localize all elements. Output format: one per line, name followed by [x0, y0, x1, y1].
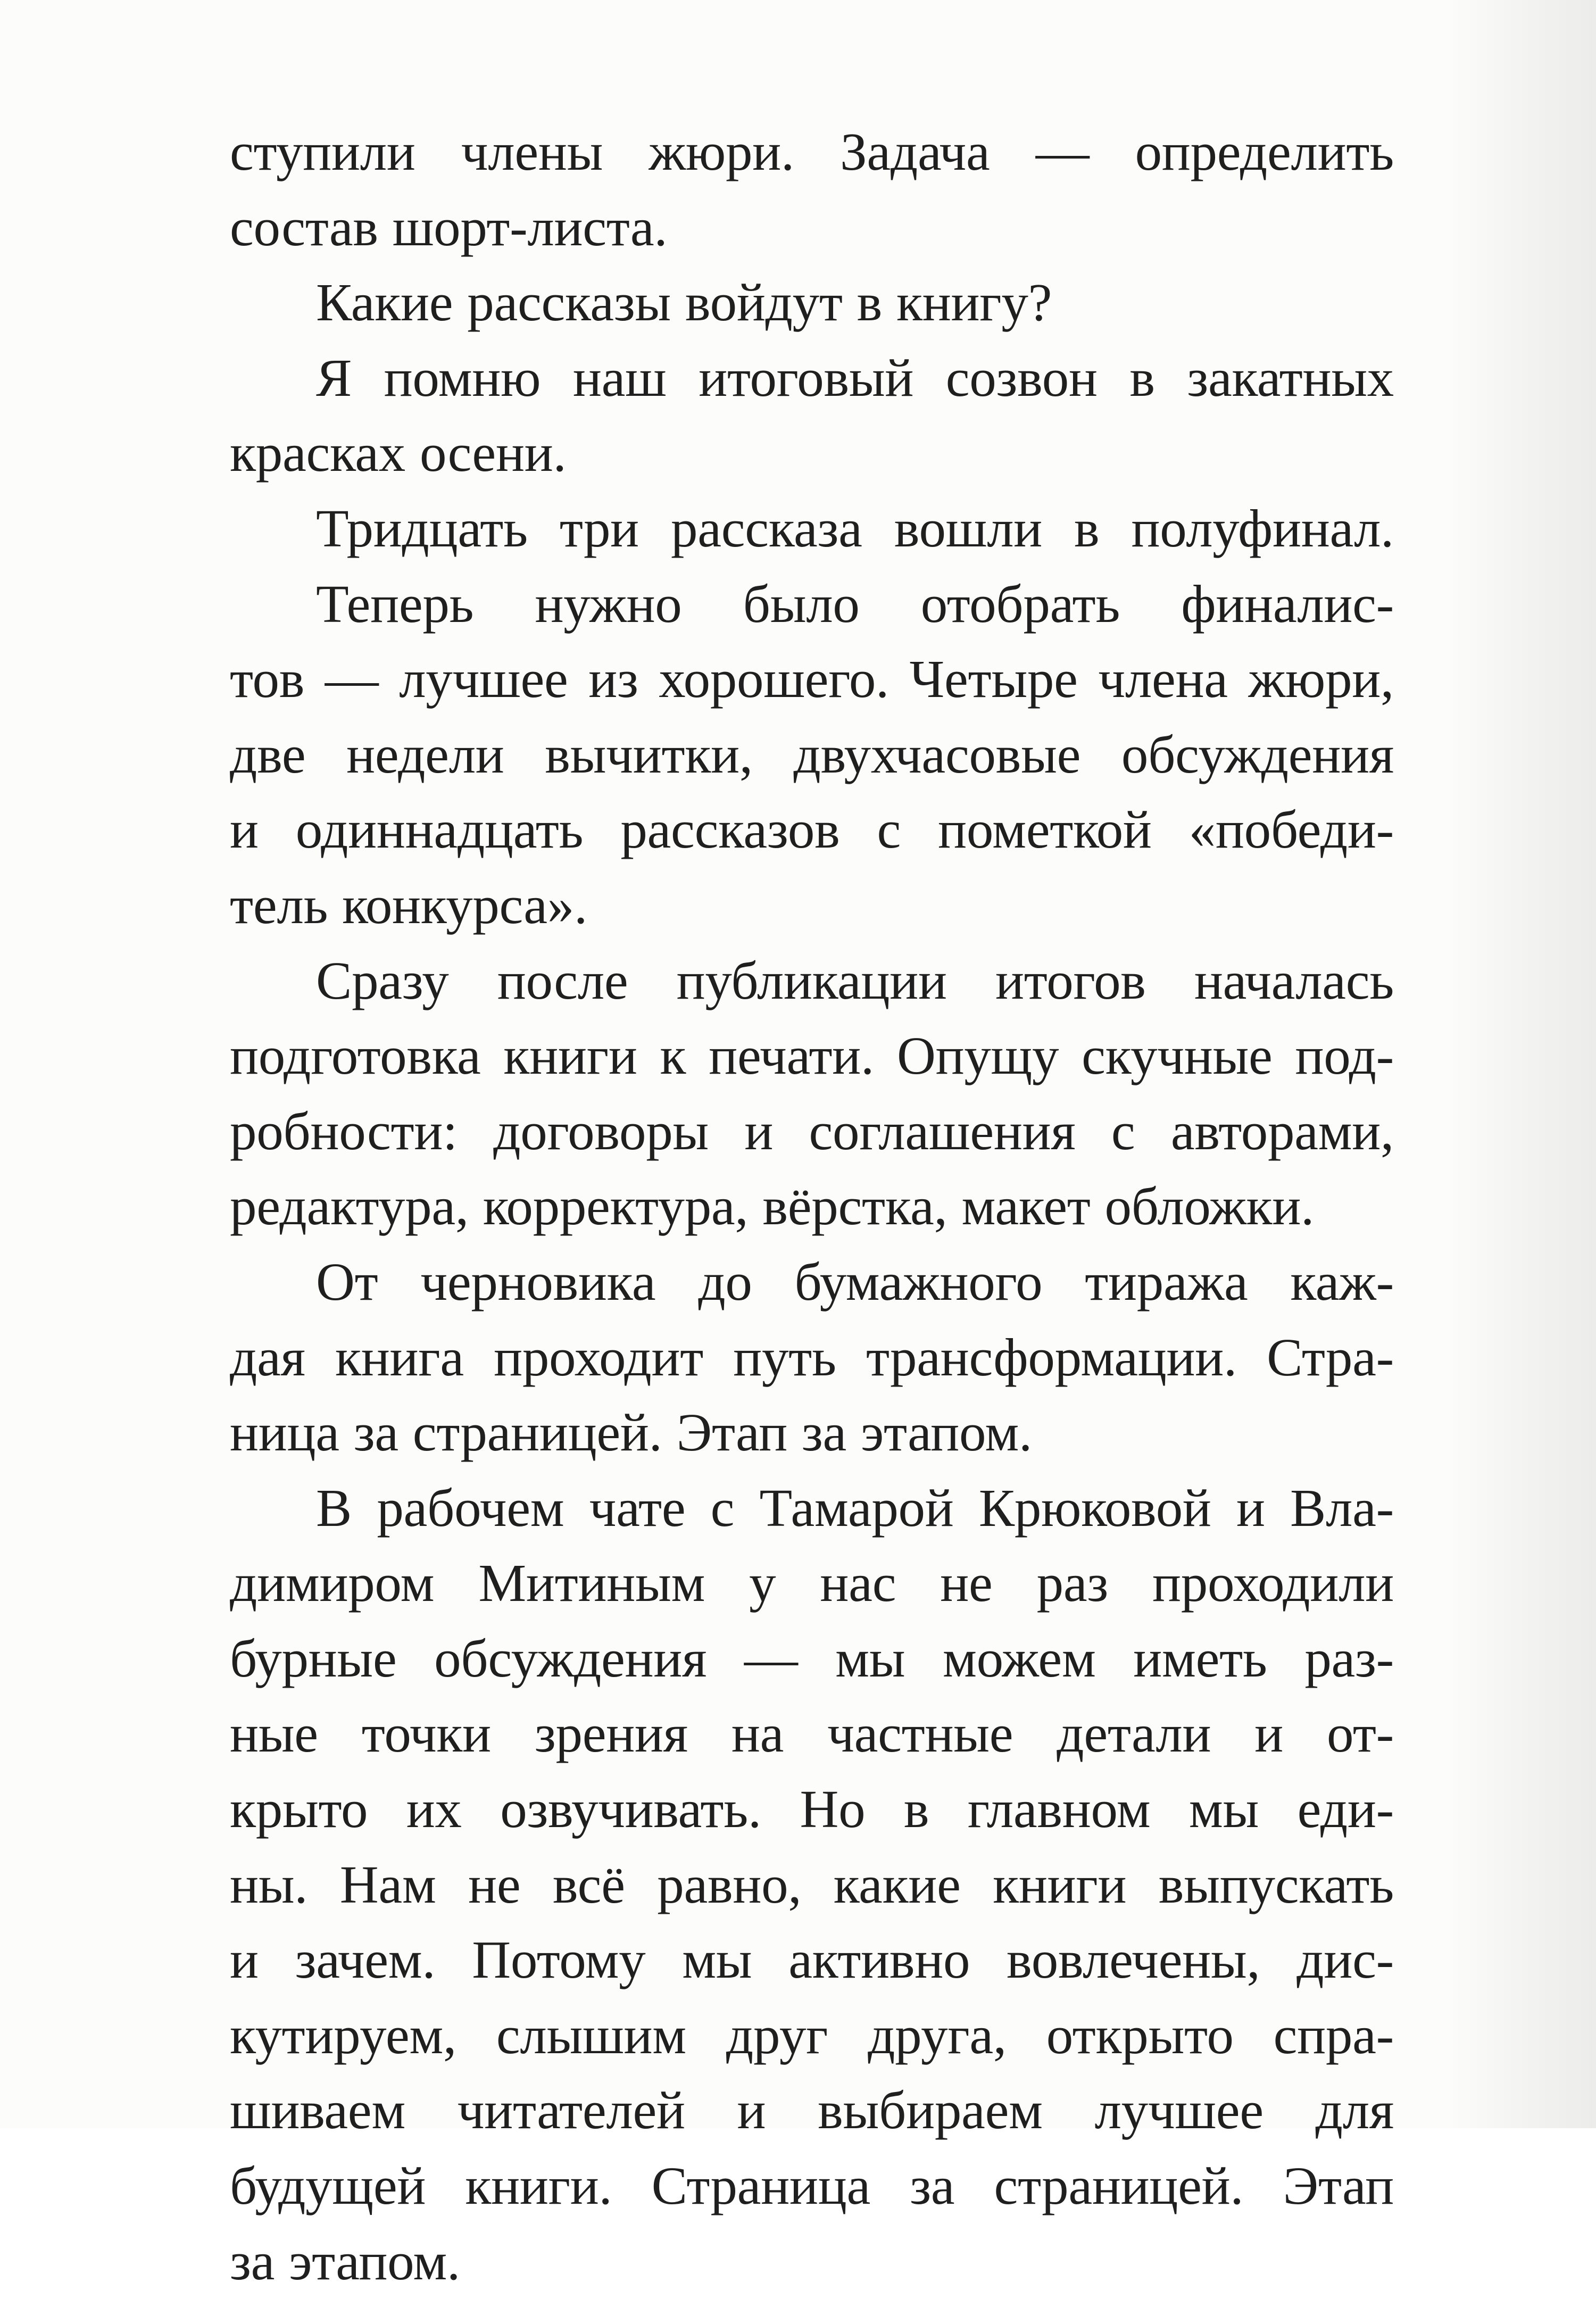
text-line: димиром Митиным у нас не раз проходили: [230, 1553, 1394, 1613]
text-line: В рабочем чате с Тамарой Крюковой и Вла-: [316, 1478, 1394, 1538]
text-line: крыто их озвучивать. Но в главном мы еди-: [230, 1779, 1394, 1839]
text-line: за этапом.: [230, 2231, 460, 2291]
text-line: Теперь нужно было отобрать финалис-: [316, 574, 1394, 634]
text-line: будущей книги. Страница за страницей. Этап: [230, 2156, 1394, 2216]
text-line: дая книга проходит путь трансформации. Стра-: [230, 1327, 1394, 1387]
text-line: ступили члены жюри. Задача — определить: [230, 122, 1394, 181]
text-line: кутируем, слышим друг друга, открыто спра-: [230, 2005, 1394, 2065]
text-line: Какие рассказы войдут в книгу?: [316, 272, 1052, 333]
text-line: тель конкурса».: [230, 875, 587, 935]
text-line: шиваем читателей и выбираем лучшее для: [230, 2080, 1394, 2140]
text-line: Тридцать три рассказа вошли в полуфинал.: [316, 498, 1394, 558]
text-line: бурные обсуждения — мы можем иметь раз-: [230, 1628, 1394, 1688]
text-line: Сразу после публикации итогов началась: [316, 950, 1394, 1010]
text-line: робности: договоры и соглашения с авторами,: [230, 1101, 1394, 1161]
text-line: ница за страницей. Этап за этапом.: [230, 1402, 1032, 1463]
body-text: [230, 114, 1394, 2299]
text-line: и зачем. Потому мы активно вовлечены, дис-: [230, 1930, 1394, 1990]
text-line: редактура, корректура, вёрстка, макет обложки.: [230, 1176, 1315, 1236]
text-line: подготовка книги к печати. Опущу скучные под-: [230, 1026, 1394, 1086]
text-line: ны. Нам не всё равно, какие книги выпускать: [230, 1854, 1394, 1914]
text-line: От черновика до бумажного тиража каж-: [316, 1251, 1394, 1312]
text-line: и одиннадцать рассказов с пометкой «победи-: [230, 800, 1394, 860]
text-line: красках осени.: [230, 423, 567, 483]
text-line: две недели вычитки, двухчасовые обсуждения: [230, 724, 1394, 784]
text-line: Я помню наш итоговый созвон в закатных: [316, 347, 1394, 408]
text-line: ные точки зрения на частные детали и от-: [230, 1704, 1394, 1764]
page-edge-shadow: [1447, 0, 1596, 2128]
text-line: тов — лучшее из хорошего. Четыре члена жюри,: [230, 649, 1394, 709]
text-line: состав шорт-листа.: [230, 197, 668, 257]
